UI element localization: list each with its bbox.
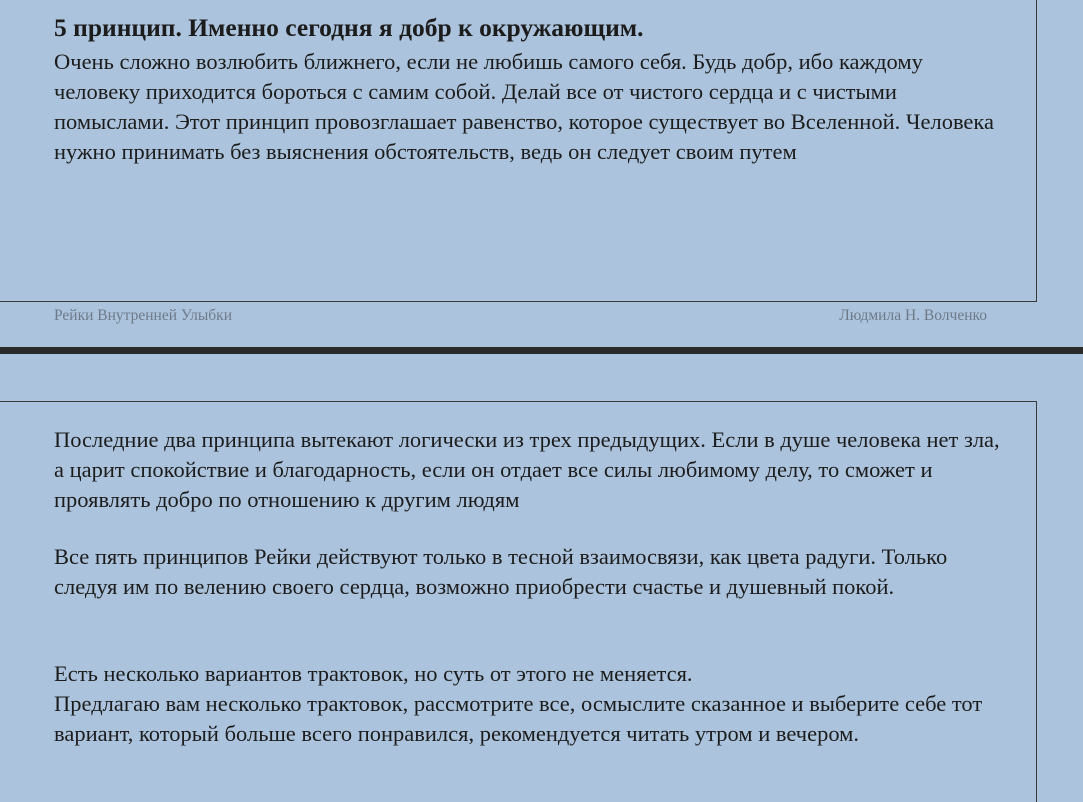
paragraph-variants-advice: Предлагаю вам несколько трактовок, рассмотрите все, осмыслите сказанное и выберите себе тот вариант, который больше всего понравился, рекомендуется читать утром и вечером. bbox=[54, 691, 983, 746]
page-divider bbox=[0, 347, 1083, 354]
paragraph-conclusion: Последние два принципа вытекают логически из трех предыдущих. Если в душе человека нет зла, а царит спокойствие и благодарность, если он отдает все силы любимому делу, то сможет и проявлять добро по отношению к другим людям bbox=[54, 427, 1000, 512]
principle-paragraph: Очень сложно возлюбить ближнего, если не любишь самого себя. Будь добр, ибо каждому человеку приходится бороться с самим собой. Делай все от чистого сердца и с чистыми помыслами. Этот принцип провозглашает равенство, которое существует во Вселенной. Человека нужно принимать без выяснения обстоятельств, ведь он следует своим путем bbox=[54, 49, 995, 164]
principle-heading: 5 принцип. Именно сегодня я добр к окружающим. bbox=[54, 13, 644, 42]
footer-site-name: Рейки Внутренней Улыбки bbox=[54, 307, 232, 324]
footer-author: Людмила Н. Волченко bbox=[839, 307, 987, 324]
paragraph-rainbow: Все пять принципов Рейки действуют только в тесной взаимосвязи, как цвета радуги. Только следуя им по велению своего сердца, возможно приобрести счастье и душевный покой. bbox=[54, 544, 948, 599]
paragraph-variants-intro: Есть несколько вариантов трактовок, но суть от этого не меняется. bbox=[54, 661, 693, 686]
